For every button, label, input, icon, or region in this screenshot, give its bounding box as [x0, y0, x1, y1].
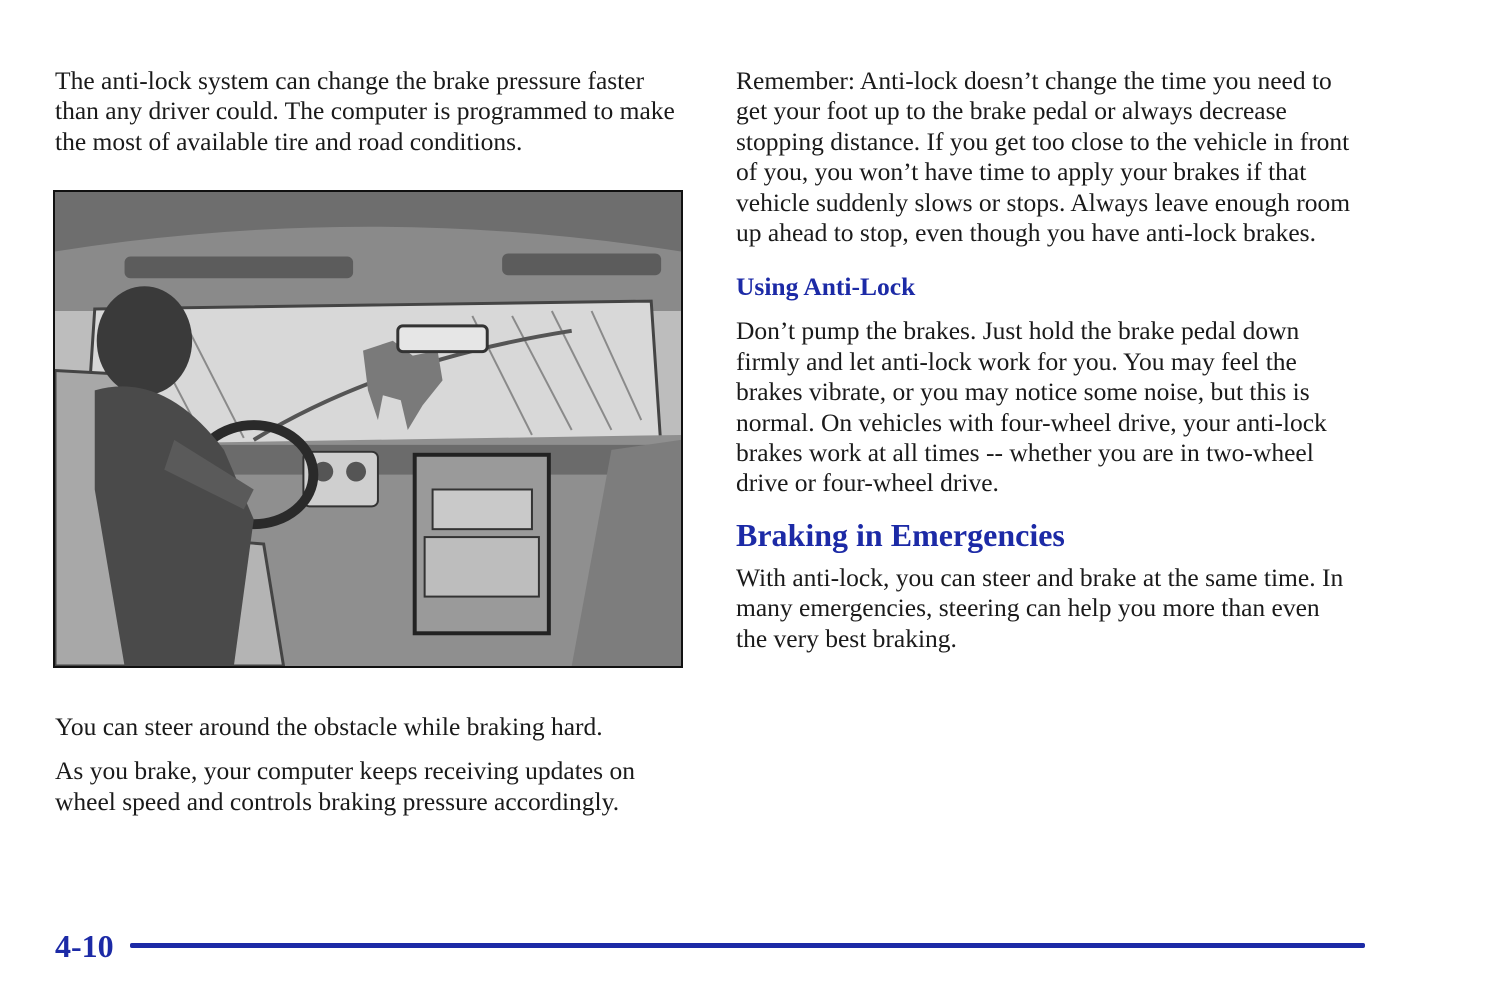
emergencies-paragraph: With anti-lock, you can steer and brake at the same time. In many emergencies, steering can help you more than even the very best braking.: [736, 562, 1344, 653]
driver-braking-figure: [53, 190, 683, 668]
figure-caption: You can steer around the obstacle while braking hard.: [55, 712, 603, 741]
remember-paragraph: Remember: Anti-lock doesn’t change the time you need to get your foot up to the brake pedal or always decrease stopping distance. If you get too close to the vehicle in front of you, you won’t have time to apply your brakes if that vehicle suddenly slows or stops. Always leave enough room up ahead to stop, even though you have anti-lock brakes.: [736, 66, 1351, 248]
left-bottom-text: [55, 712, 715, 817]
footer-rule: [130, 943, 1365, 948]
driver-braking-illustration-icon: [55, 192, 681, 666]
right-column: [736, 66, 1386, 654]
intro-paragraph: The anti-lock system can change the brake pressure faster than any driver could. The computer is programmed to make the most of available tire and road conditions.: [55, 66, 675, 156]
computer-updates-paragraph: As you brake, your computer keeps receiving updates on wheel speed and controls braking pressure accordingly.: [55, 756, 635, 816]
page-number: 4-10: [55, 928, 114, 964]
using-anti-lock-paragraph: Don’t pump the brakes. Just hold the brake pedal down firmly and let anti-lock work for you. You may feel the brakes vibrate, or you may notice some noise, but this is normal. On vehicles with four-wheel drive, your anti-lock brakes work at all times -- whether you are in two-wheel drive or four-wheel drive.: [736, 316, 1327, 498]
braking-in-emergencies-heading: Braking in Emergencies: [736, 516, 1065, 553]
using-anti-lock-heading: Using Anti-Lock: [736, 272, 916, 302]
left-column: [55, 66, 695, 157]
